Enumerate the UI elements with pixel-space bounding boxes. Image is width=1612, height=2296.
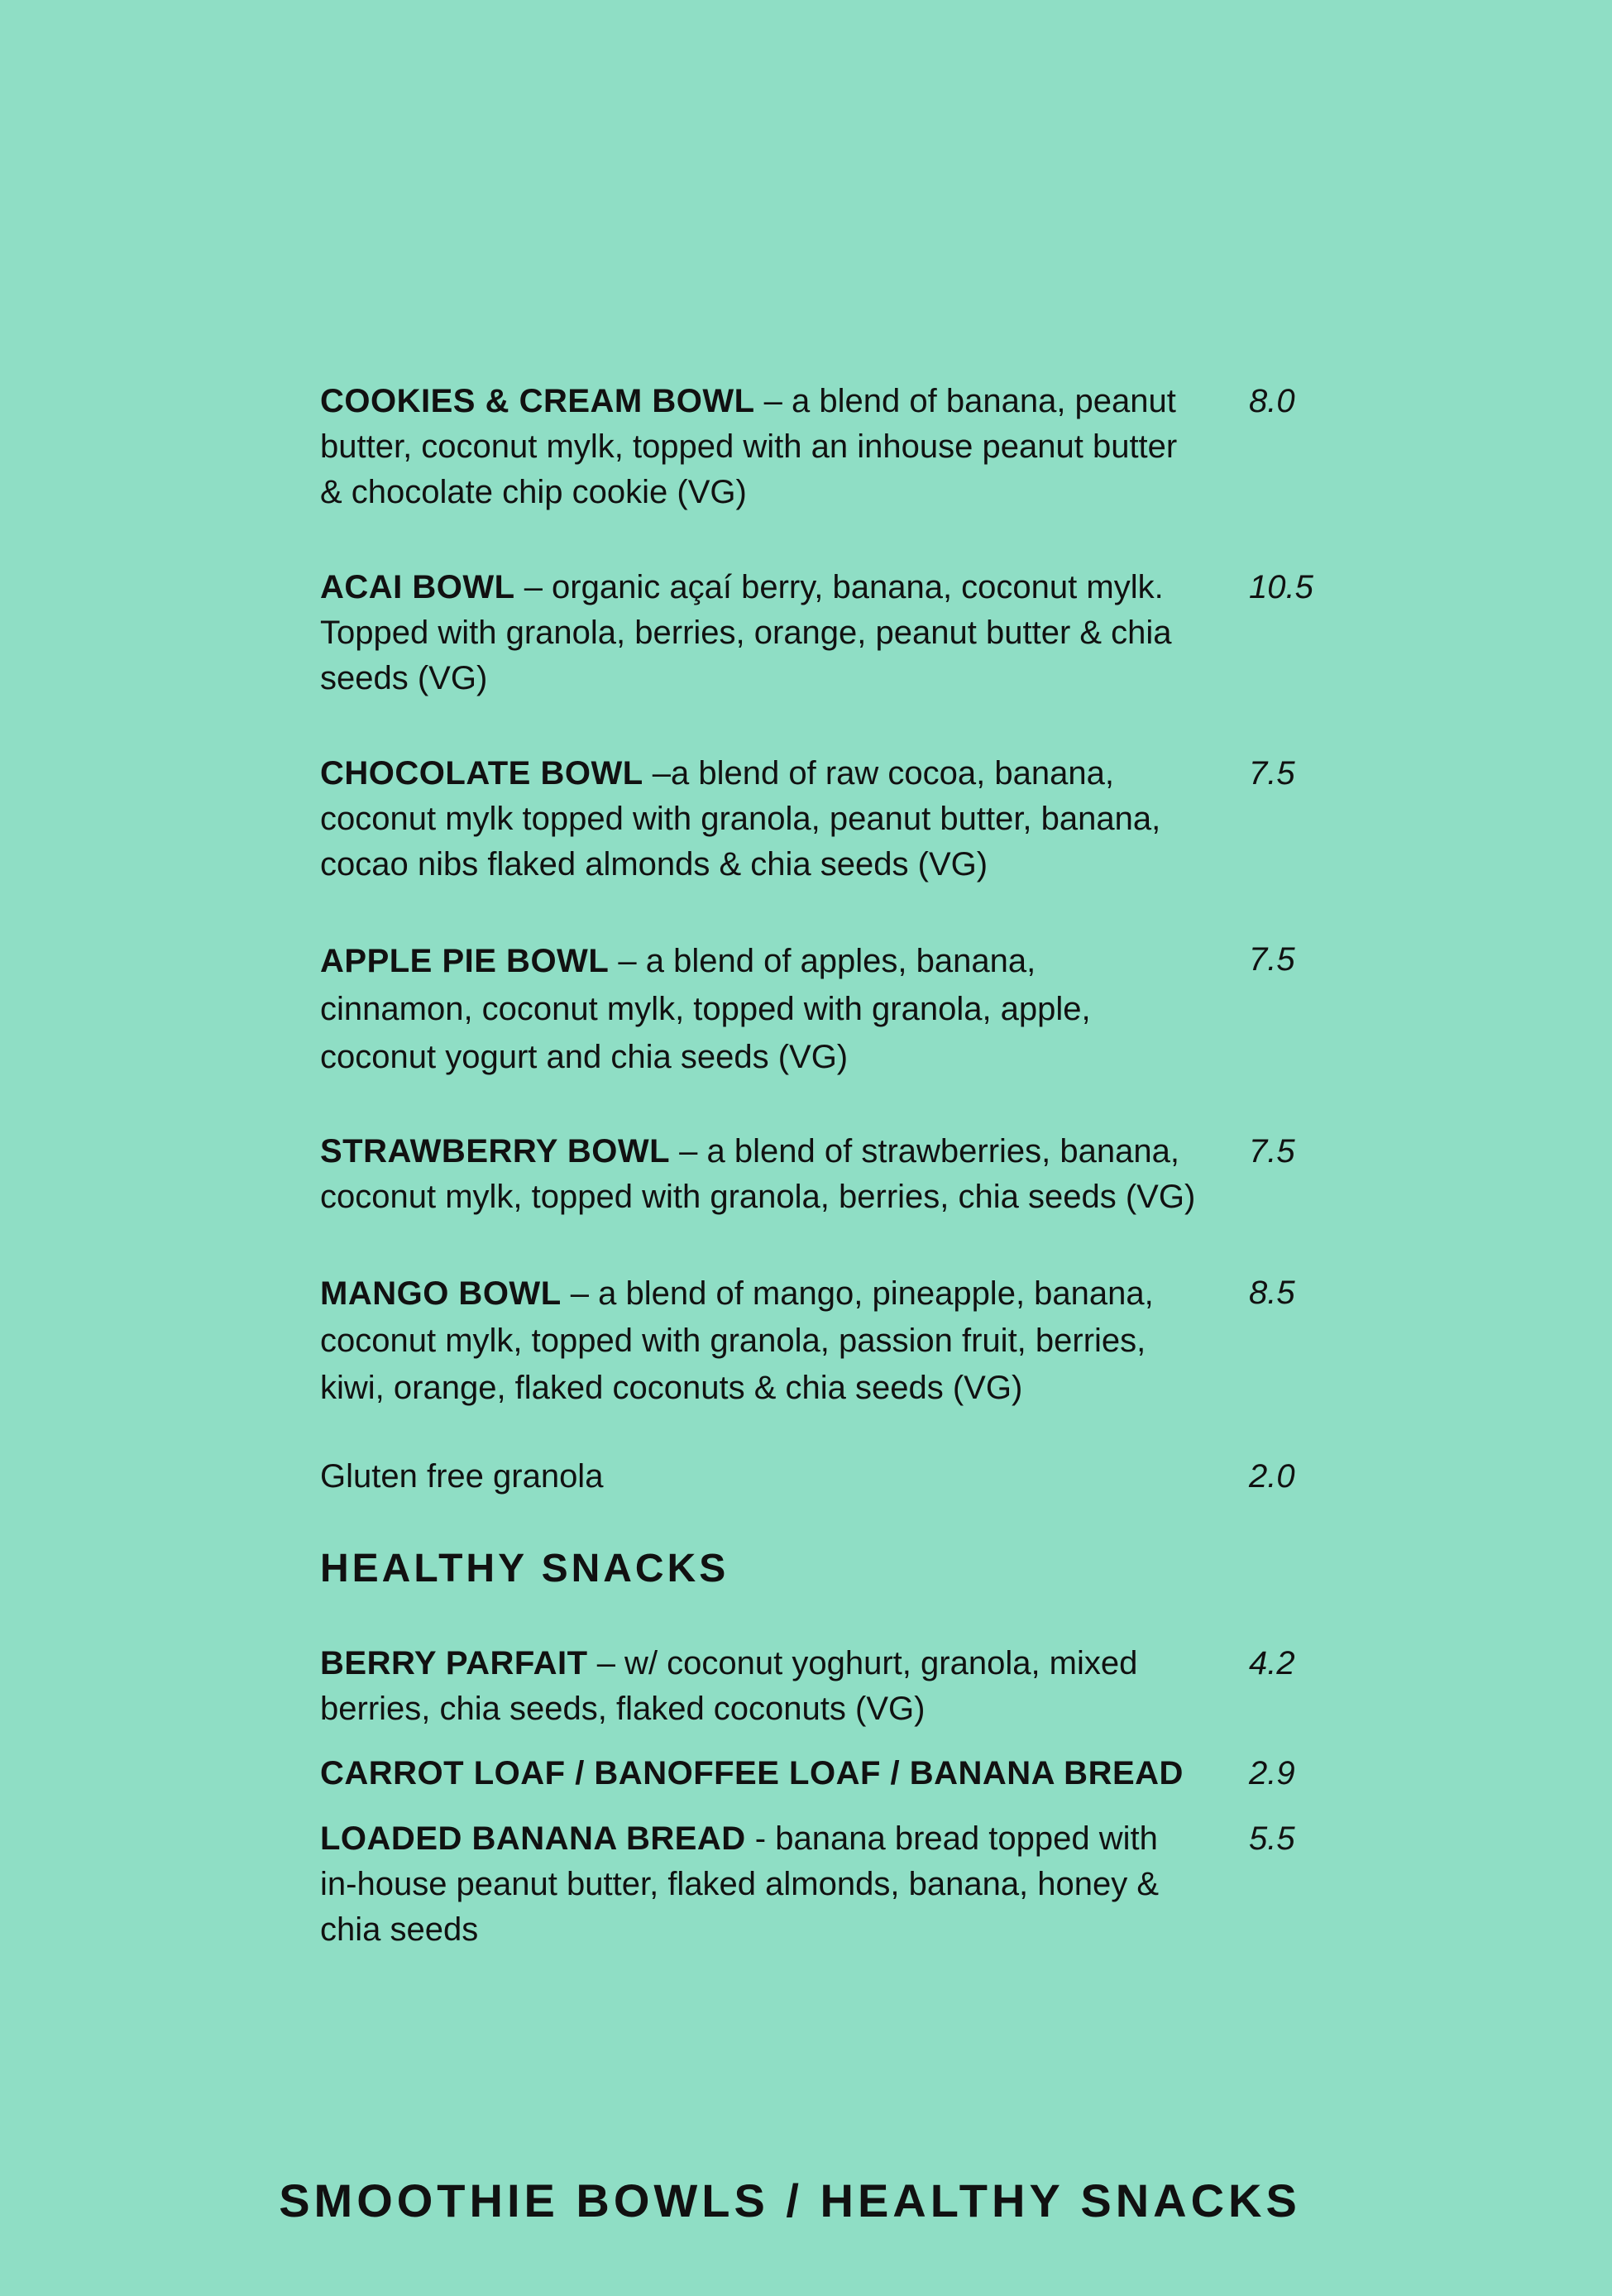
item-price: 8.5 (1249, 1275, 1295, 1311)
item-price: 4.2 (1249, 1645, 1295, 1681)
menu-item-strawberry-bowl (320, 1129, 1337, 1215)
item-description: – a blend of banana, peanut butter, coconut mylk, topped with an inhouse peanut butter & chocolate chip cookie (VG) (320, 383, 1178, 510)
item-price: 8.0 (1249, 383, 1295, 419)
item-name: MANGO BOWL (320, 1275, 562, 1312)
item-description: – organic açaí berry, banana, coconut mylk. Topped with granola, berries, orange, peanut butter & chia seeds (VG) (320, 569, 1172, 696)
menu-item-mango-bowl (320, 1270, 1337, 1406)
item-description: – a blend of strawberries, banana, coconut mylk, topped with granola, berries, chia seeds (VG) (320, 1133, 1196, 1215)
item-price: 10.5 (1249, 569, 1313, 605)
menu-item-apple-pie-bowl (320, 937, 1337, 1075)
item-price: 2.0 (1249, 1458, 1295, 1495)
section-heading-healthy-snacks: HEALTHY SNACKS (320, 1547, 729, 1590)
item-name: Gluten free granola (320, 1458, 604, 1495)
item-name: LOADED BANANA BREAD (320, 1820, 746, 1857)
item-name: COOKIES & CREAM BOWL (320, 383, 755, 419)
item-price: 5.5 (1249, 1820, 1295, 1857)
menu-item-acai-bowl (320, 565, 1337, 696)
menu-item-gluten-free-granola (320, 1454, 1337, 1495)
menu-item-chocolate-bowl (320, 751, 1337, 883)
menu-item-berry-parfait (320, 1641, 1337, 1727)
menu-item-loaded-banana-bread (320, 1816, 1337, 1948)
item-description: - banana bread topped with in-house peanut butter, flaked almonds, banana, honey & chia seeds (320, 1820, 1160, 1948)
item-price: 2.9 (1249, 1755, 1295, 1791)
page-title: SMOOTHIE BOWLS / HEALTHY SNACKS (279, 2174, 1301, 2227)
item-name: STRAWBERRY BOWL (320, 1133, 671, 1170)
menu-item-loaves (320, 1751, 1337, 1791)
item-name: CHOCOLATE BOWL (320, 755, 643, 792)
menu-item-cookies-cream-bowl (320, 379, 1337, 510)
item-price: 7.5 (1249, 1133, 1295, 1170)
item-name: APPLE PIE BOWL (320, 943, 610, 979)
item-price: 7.5 (1249, 941, 1295, 978)
item-description: – w/ coconut yoghurt, granola, mixed berries, chia seeds, flaked coconuts (VG) (320, 1645, 1138, 1727)
item-price: 7.5 (1249, 755, 1295, 792)
item-description: –a blend of raw cocoa, banana, coconut mylk topped with granola, peanut butter, banana, cocao nibs flaked almonds & chia seeds (VG) (320, 755, 1161, 883)
item-name: ACAI BOWL (320, 569, 515, 605)
item-name: CARROT LOAF / BANOFFEE LOAF / BANANA BREAD (320, 1755, 1184, 1791)
menu-content (320, 379, 1337, 1948)
item-description: – a blend of mango, pineapple, banana, coconut mylk, topped with granola, passion fruit, berries, kiwi, orange, flaked coconuts & chia seeds (VG) (320, 1275, 1154, 1406)
item-description: – a blend of apples, banana, cinnamon, coconut mylk, topped with granola, apple, coconut yogurt and chia seeds (VG) (320, 943, 1091, 1075)
item-name: BERRY PARFAIT (320, 1645, 588, 1681)
